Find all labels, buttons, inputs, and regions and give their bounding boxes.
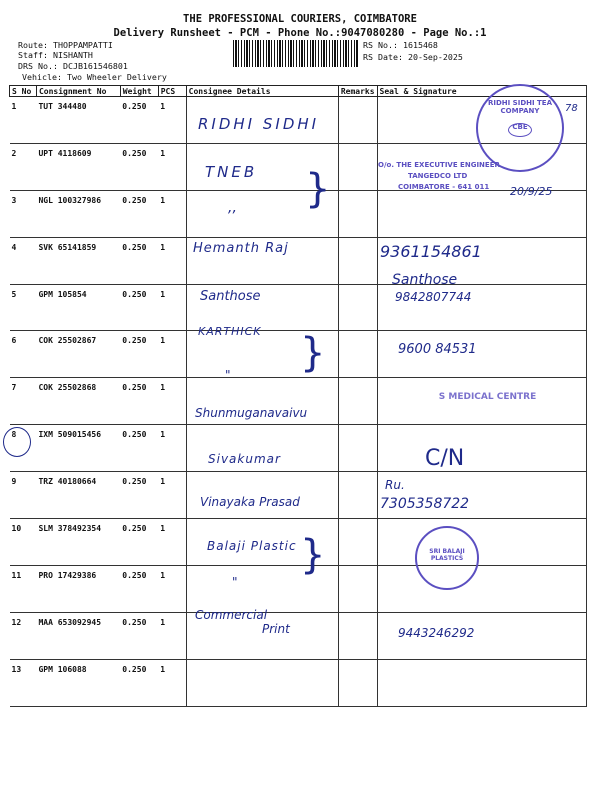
cell-pcs: 1 [158,565,186,612]
vehicle-label: Vehicle: Two Wheeler Delivery [22,72,167,82]
rs-number: RS No.: 1615468 [363,40,438,50]
balaji-plastics-stamp [415,526,479,590]
cell-weight: 0.250 [120,378,158,425]
handwritten-consignee: Santhose [200,289,261,304]
cell-sno: 1 [10,97,37,144]
handwritten-ditto: " [225,368,231,382]
cell-pcs: 1 [158,472,186,519]
cell-sno: 7 [10,378,37,425]
cell-pcs: 1 [158,425,186,472]
cell-sno: 12 [10,612,37,659]
cell-consignment: IXM 509015456 [36,425,120,472]
handwritten-consignee: Hemanth Raj [193,241,289,256]
cell-weight: 0.250 [120,659,158,706]
handwritten-ditto: " [232,575,238,589]
cell-consignment: SVK 65141859 [36,237,120,284]
cell-weight: 0.250 [120,472,158,519]
table-row [10,237,587,284]
cell-remarks [338,331,377,378]
cell-pcs: 1 [158,237,186,284]
cell-remarks [338,237,377,284]
cell-consignment: UPT 4118609 [36,143,120,190]
handwritten-phone: 9600 84531 [398,342,477,357]
cell-remarks [338,519,377,566]
cell-consignee [186,659,338,706]
handwritten-consignee: Commercial [195,608,268,622]
cell-pcs: 1 [158,612,186,659]
handwritten-remark: C/N [425,446,465,471]
medical-centre-stamp: S MEDICAL CENTRE [438,392,537,402]
header-seal-signature: Seal & Signature [377,86,586,97]
cell-pcs: 1 [158,378,186,425]
cell-pcs: 1 [158,331,186,378]
cell-pcs: 1 [158,284,186,331]
staff-label: Staff: NISHANTH [18,50,93,60]
cell-consignment: TUT 344480 [36,97,120,144]
cell-weight: 0.250 [120,565,158,612]
stamp-line: O/o. THE EXECUTIVE ENGINEER [378,161,500,169]
cell-remarks [338,612,377,659]
handwritten-consignee: Balaji Plastic [207,539,297,553]
brace-mark: } [305,166,331,212]
header-consignment-no: Consignment No [36,86,120,97]
cell-sno: 6 [10,331,37,378]
brace-mark: } [300,330,326,376]
route-label: Route: THOPPAMPATTI [18,40,113,50]
cell-signature [377,425,586,472]
table-row [10,425,587,472]
barcode [233,40,358,67]
circled-serial-mark [3,427,31,457]
cell-consignment: TRZ 40180664 [36,472,120,519]
cell-remarks [338,97,377,144]
stamp-line: TANGEDCO LTD [408,172,468,181]
runsheet-subtitle: Delivery Runsheet - PCM - Phone No.:9047080280 - Page No.:1 [113,27,487,39]
cell-weight: 0.250 [120,612,158,659]
drs-number: DRS No.: DCJB161546801 [18,61,128,71]
handwritten-ditto: ,, [228,200,237,216]
tneb-stamp [378,160,518,210]
cell-weight: 0.250 [120,331,158,378]
cell-weight: 0.250 [120,237,158,284]
cell-sno: 8 [10,425,37,472]
cell-remarks [338,190,377,237]
cell-weight: 0.250 [120,284,158,331]
cell-signature [377,519,586,566]
cell-weight: 0.250 [120,519,158,566]
cell-pcs: 1 [158,97,186,144]
handwritten-consignee: Shunmuganavaivu [195,406,308,420]
stamp-text: SRI BALAJI PLASTICS [429,548,465,563]
cell-consignment: MAA 653092945 [36,612,120,659]
brace-mark: } [300,532,326,578]
header-pcs: PCS [158,86,186,97]
header-remarks: Remarks [338,86,377,97]
cell-remarks [338,378,377,425]
cell-signature [377,659,586,706]
handwritten-note: 78 [565,103,578,114]
handwritten-consignee: KARTHICK [198,325,262,338]
header-consignee: Consignee Details [186,86,338,97]
table-row [10,659,587,706]
header-sno: S No [10,86,37,97]
stamp-line: COIMBATORE - 641 011 [398,183,490,192]
cell-consignment: GPM 105854 [36,284,120,331]
handwritten-consignee: Print [262,622,290,636]
cell-remarks [338,565,377,612]
cell-weight: 0.250 [120,190,158,237]
table-row [10,284,587,331]
cell-sno: 13 [10,659,37,706]
cell-weight: 0.250 [120,97,158,144]
cell-remarks [338,659,377,706]
handwritten-phone: 9443246292 [398,626,475,640]
table-row [10,565,587,612]
cell-signature [377,565,586,612]
cell-consignment: COK 25502868 [36,378,120,425]
cell-consignment: NGL 100327986 [36,190,120,237]
table-row [10,612,587,659]
cell-weight: 0.250 [120,425,158,472]
cell-sno: 5 [10,284,37,331]
cell-sno: 10 [10,519,37,566]
cell-pcs: 1 [158,659,186,706]
cell-sno: 2 [10,143,37,190]
handwritten-phone: 9842807744 [395,290,472,304]
handwritten-consignee: Vinayaka Prasad [200,495,300,509]
cell-pcs: 1 [158,519,186,566]
handwritten-consignee: RIDHI SIDHI [198,115,320,133]
handwritten-date: 20/9/25 [510,185,553,198]
handwritten-phone: 9361154861 [380,242,482,261]
rs-date: RS Date: 20-Sep-2025 [363,52,463,62]
handwritten-consignee: TNEB [205,163,258,181]
cell-consignment: COK 25502867 [36,331,120,378]
company-name: THE PROFESSIONAL COURIERS, COIMBATORE [183,13,417,25]
stamp-center: CBE [508,123,532,137]
table-row [10,519,587,566]
cell-sno: 11 [10,565,37,612]
cell-remarks [338,284,377,331]
handwritten-signature: Ru. [385,478,405,492]
stamp-text: RIDHI SIDHI TEA COMPANY [487,99,553,115]
cell-remarks [338,143,377,190]
handwritten-phone: 7305358722 [380,496,470,512]
cell-sno: 4 [10,237,37,284]
cell-consignment: SLM 378492354 [36,519,120,566]
cell-remarks [338,472,377,519]
cell-consignment: PRO 17429386 [36,565,120,612]
handwritten-signature: Santhose [392,272,458,288]
cell-weight: 0.250 [120,143,158,190]
cell-pcs: 1 [158,190,186,237]
handwritten-consignee: Sivakumar [208,452,281,466]
cell-pcs: 1 [158,143,186,190]
cell-remarks [338,425,377,472]
cell-sno: 9 [10,472,37,519]
cell-consignment: GPM 106088 [36,659,120,706]
ridhi-sidhi-stamp [476,84,564,172]
table-row [10,331,587,378]
header-weight: Weight [120,86,158,97]
cell-sno: 3 [10,190,37,237]
